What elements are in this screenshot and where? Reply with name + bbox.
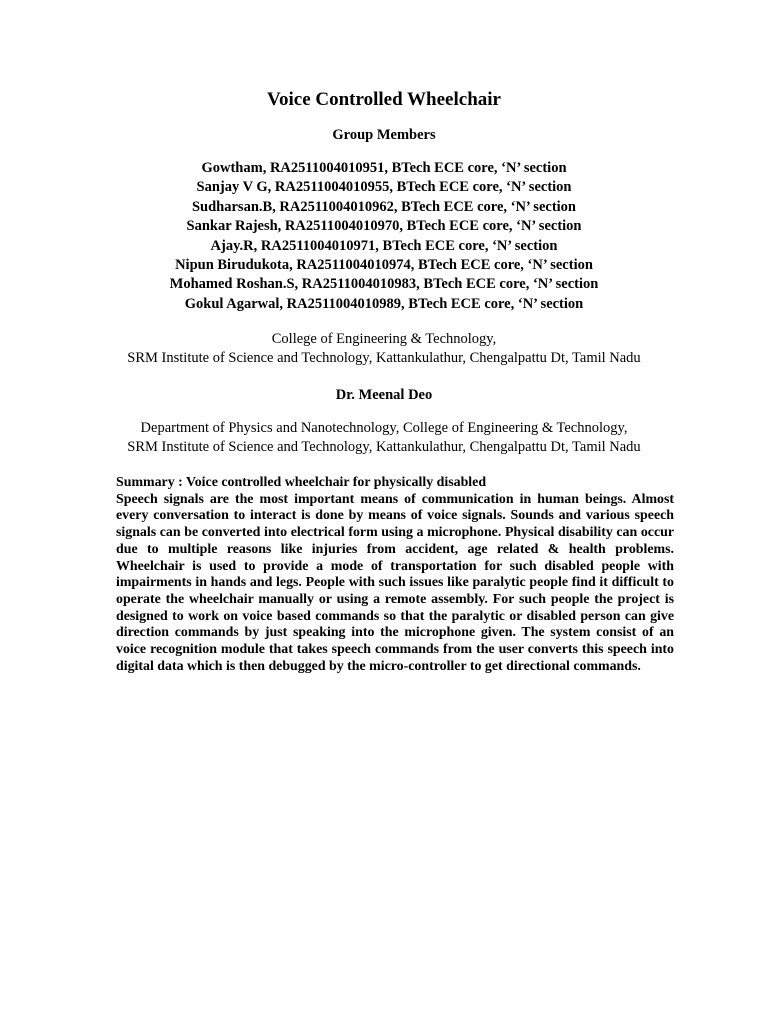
supervisor-affiliation-line2: SRM Institute of Science and Technology, Kattankulathur, Chengalpattu Dt, Tamil Nadu [127, 439, 641, 456]
member-entry: Sanjay V G, RA2511004010955, BTech ECE core, ‘N’ section [196, 179, 572, 196]
student-affiliation-line2: SRM Institute of Science and Technology, Kattankulathur, Chengalpattu Dt, Tamil Nadu [127, 350, 641, 367]
summary-heading: Summary : Voice controlled wheelchair for physically disabled [116, 475, 487, 490]
group-members-heading: Group Members [332, 127, 436, 143]
member-entry: Nipun Birudukota, RA2511004010974, BTech ECE core, ‘N’ section [175, 257, 593, 274]
member-entry: Gokul Agarwal, RA2511004010989, BTech ECE core, ‘N’ section [184, 295, 584, 312]
member-entry: Gowtham, RA2511004010951, BTech ECE core, ‘N’ section [201, 160, 567, 176]
supervisor-name: Dr. Meenal Deo [335, 387, 433, 403]
member-entry: Mohamed Roshan.S, RA2511004010983, BTech ECE core, ‘N’ section [169, 276, 599, 293]
member-entry: Ajay.R, RA2511004010971, BTech ECE core, ‘N’ section [210, 237, 558, 254]
member-entry: Sudharsan.B, RA2511004010962, BTech ECE core, ‘N’ section [191, 198, 576, 215]
summary-section [116, 475, 674, 675]
member-entry: Sankar Rajesh, RA2511004010970, BTech ECE core, ‘N’ section [186, 218, 582, 235]
summary-body: Speech signals are the most important means of communication in human beings. Almost every conversation to interact is done by means of voice signals. Sounds and various speech signals can be converted into electrical form using a microphone. Physical disability can occur due to multiple reasons like injuries from accident, age related & health problems. Wheelchair is used to provide a mode of transportation for such disabled people with impairments in hands and legs. People with such issues like paralytic people find it difficult to operate the wheelchair manually or using a remote assembly. For such people the project is designed to work on voice based commands so that the paralytic or disabled person can give direction commands by just speaking into the microphone given. The system consist of an voice recognition module that takes speech commands from the user converts this speech into digital data which is then debugged by the micro-controller to get directional commands. [116, 491, 674, 674]
document-title: Voice Controlled Wheelchair [267, 89, 501, 110]
student-affiliation [0, 330, 768, 369]
group-members-list [0, 159, 768, 314]
supervisor-affiliation-line1: Department of Physics and Nanotechnology, College of Engineering & Technology, [140, 420, 628, 436]
supervisor-affiliation [0, 419, 768, 458]
student-affiliation-line1: College of Engineering & Technology, [271, 331, 497, 347]
